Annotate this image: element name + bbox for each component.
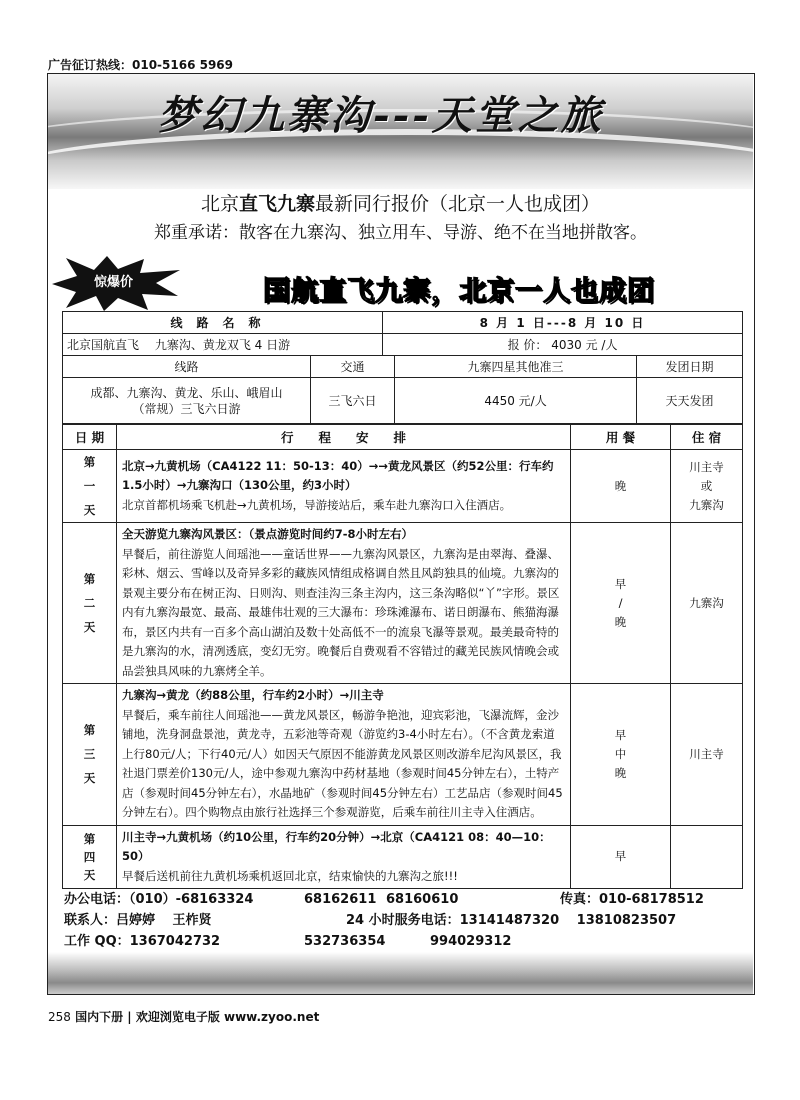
footer-text: 国内下册 | 欢迎浏览电子版 www.zyoo.net xyxy=(75,1010,320,1024)
headline-line1 xyxy=(48,189,753,216)
page-number: 258 xyxy=(48,1010,71,1024)
day-char: 天 xyxy=(83,771,96,786)
day-stay: 川主寺 xyxy=(671,684,743,826)
contact-person: 联系人：吕婷婷 王柞贤 xyxy=(64,913,212,928)
headline-emphasis: 直飞九寨 xyxy=(238,193,315,215)
day-char: 天 xyxy=(83,503,96,517)
contact-row xyxy=(64,889,744,910)
day-char: 一 xyxy=(83,479,96,493)
headline-part: 北京 xyxy=(200,193,239,215)
day-plan-body: 早餐后送机前往九黄机场乘机返回北京，结束愉快的九寨沟之旅!!! xyxy=(122,868,458,883)
stay-line: 九寨沟 xyxy=(689,497,724,512)
day-char: 四 xyxy=(83,849,96,864)
work-qq-3: 994029312 xyxy=(430,934,512,949)
day-stay xyxy=(671,450,743,523)
meal-line: / xyxy=(618,595,623,610)
work-qq: 工作 QQ：1367042732 xyxy=(64,934,221,949)
col-stay: 住 宿 xyxy=(671,425,743,450)
day-char: 第 xyxy=(83,723,96,738)
day-char: 第 xyxy=(83,572,96,586)
route-name-header: 线路名称 xyxy=(63,312,383,334)
service-phone: 24 小时服务电话：13141487320 13810823507 xyxy=(346,913,677,928)
col-depart: 发团日期 xyxy=(637,356,743,378)
contact-row xyxy=(64,910,744,931)
col-hotel: 九寨四星其他准三 xyxy=(395,356,637,378)
burst-label: 惊爆价 xyxy=(94,275,134,290)
route-2-name xyxy=(63,378,311,424)
table-row xyxy=(63,684,743,826)
day-plan-title: 北京→九黄机场（CA4122 11：50-13：40）→→黄龙风景区（约52公里：行车约1.5小时）→九寨沟口（130公里，约3小时） xyxy=(122,458,554,493)
col-meal: 用 餐 xyxy=(571,425,671,450)
route-1-price: 报 价： 4030 元 /人 xyxy=(383,334,743,356)
contact-row xyxy=(64,931,744,952)
route-table xyxy=(62,311,743,424)
day-stay xyxy=(671,825,743,889)
col-route: 线路 xyxy=(63,356,311,378)
meal-line: 晚 xyxy=(614,765,627,780)
day-label xyxy=(63,684,117,826)
day-label xyxy=(63,450,117,523)
day-plan-body: 早餐后，前往游览人间瑶池——童话世界——九寨沟风景区，九寨沟是由翠海、叠瀑、彩林、烟云、雪峰以及奇异多彩的藏族风情组成格调自然且风韵独具的仙境。九寨沟的景观主要分布在树正沟、日则沟、则查洼沟三条主沟内，这三条沟略似“丫”字形。景区内有九寨沟最宽、最高、最雄伟壮观的三大瀑布：珍珠滩瀑布、诺日朗瀑布、熊猫海瀑布，景区内共有一百多个高山湖泊及数十处高低不一的流泉飞瀑等景观。最美最奇特的是九寨沟的水，清冽透底，变幻无穷。晚餐后自费观看不容错过的藏羌民族风情晚会或品尝独具风味的九寨烤全羊。 xyxy=(122,546,560,678)
day-char: 三 xyxy=(83,747,96,762)
day-char: 第 xyxy=(83,455,96,469)
day-char: 第 xyxy=(83,831,96,846)
headline-line2: 郑重承诺：散客在九寨沟、独立用车、导游、绝不在当地拼散客。 xyxy=(154,223,647,243)
day-meal xyxy=(571,684,671,826)
headline-part: 最新同行报价（北京一人也成团） xyxy=(315,193,601,215)
day-plan xyxy=(117,825,571,889)
day-plan-title: 九寨沟→黄龙（约88公里，行车约2小时）→川主寺 xyxy=(122,688,384,702)
route-1-name: 北京国航直飞 九寨沟、黄龙双飞 4 日游 xyxy=(63,334,383,356)
day-char: 天 xyxy=(83,867,96,882)
day-plan-title: 全天游览九寨沟风景区：（景点游览时间约7-8小时左右） xyxy=(122,527,414,541)
day-plan-title: 川主寺→九黄机场（约10公里，行车约20分钟）→北京（CA4121 08：40—10：50） xyxy=(122,829,551,863)
office-phone: 办公电话：（010）-68163324 xyxy=(64,892,254,907)
office-phone-2: 68162611 xyxy=(304,892,377,907)
meal-line: 早 xyxy=(614,576,627,591)
meal-line: 早 xyxy=(614,727,627,742)
day-meal: 早 xyxy=(571,825,671,889)
day-plan xyxy=(117,523,571,684)
stay-line: 或 xyxy=(700,478,713,493)
col-date: 日 期 xyxy=(63,425,117,450)
route-2-name-line: 成都、九寨沟、黄龙、乐山、峨眉山 xyxy=(90,385,283,400)
office-phone-3: 68160610 xyxy=(386,892,459,907)
date-range-header: 8 月 1 日---8 月 10 日 xyxy=(383,312,743,334)
work-qq-2: 532736354 xyxy=(304,934,386,949)
title-banner xyxy=(48,74,753,189)
route-2-depart: 天天发团 xyxy=(637,378,743,424)
day-label xyxy=(63,825,117,889)
day-plan-body: 早餐后，乘车前往人间瑶池——黄龙风景区，畅游争艳池，迎宾彩池，飞瀑流辉，金沙铺地，洗身洞盘景池，黄龙寺，五彩池等奇观（游览约3-4小时左右）。（不含黄龙索道 上行80元/人；下行40元/人）如因天气原因不能游黄龙风景区则改游牟尼沟风景区，我社退门票差价130元/人，途中参观九寨沟中药材基地（参观时间45分钟左右），土特产店（参观时间45分钟左右），水晶地矿（参观时间45分钟左右）工艺品店（参观时间45分钟左右）。四个购物点由旅行社选择三个参观游览，后乘车前往川主寺入住酒店。 xyxy=(122,707,563,819)
day-plan-body: 北京首都机场乘飞机赴→九黄机场，导游接站后，乘车赴九寨沟口入住酒店。 xyxy=(122,497,512,512)
table-row xyxy=(63,523,743,684)
ad-hotline: 广告征订热线：010-5166 5969 xyxy=(48,58,234,72)
day-stay: 九寨沟 xyxy=(671,523,743,684)
table-row xyxy=(63,450,743,523)
fax: 传真：010-68178512 xyxy=(560,892,704,907)
stay-line: 川主寺 xyxy=(689,459,724,474)
route-2-name-line: （常规）三飞六日游 xyxy=(132,401,241,416)
bottom-swoosh xyxy=(48,952,753,995)
meal-line: 中 xyxy=(614,746,627,761)
day-plan xyxy=(117,684,571,826)
col-traffic: 交通 xyxy=(311,356,395,378)
page-footer xyxy=(48,1008,319,1025)
table-row xyxy=(63,825,743,889)
day-plan xyxy=(117,450,571,523)
day-meal: 晚 xyxy=(571,450,671,523)
day-char: 天 xyxy=(83,620,96,634)
col-plan: 行 程 安 排 xyxy=(117,425,571,450)
banner-title: 梦幻九寨沟---天堂之旅 xyxy=(158,92,604,139)
route-2-price: 4450 元/人 xyxy=(395,378,637,424)
itinerary-table xyxy=(62,424,743,889)
day-char: 二 xyxy=(83,596,96,610)
day-meal xyxy=(571,523,671,684)
route-2-traffic: 三飞六日 xyxy=(311,378,395,424)
slogan: 国航直飞九寨，北京一人也成团 xyxy=(263,276,655,307)
advert-frame xyxy=(47,73,755,995)
meal-line: 晚 xyxy=(614,614,627,629)
day-label xyxy=(63,523,117,684)
